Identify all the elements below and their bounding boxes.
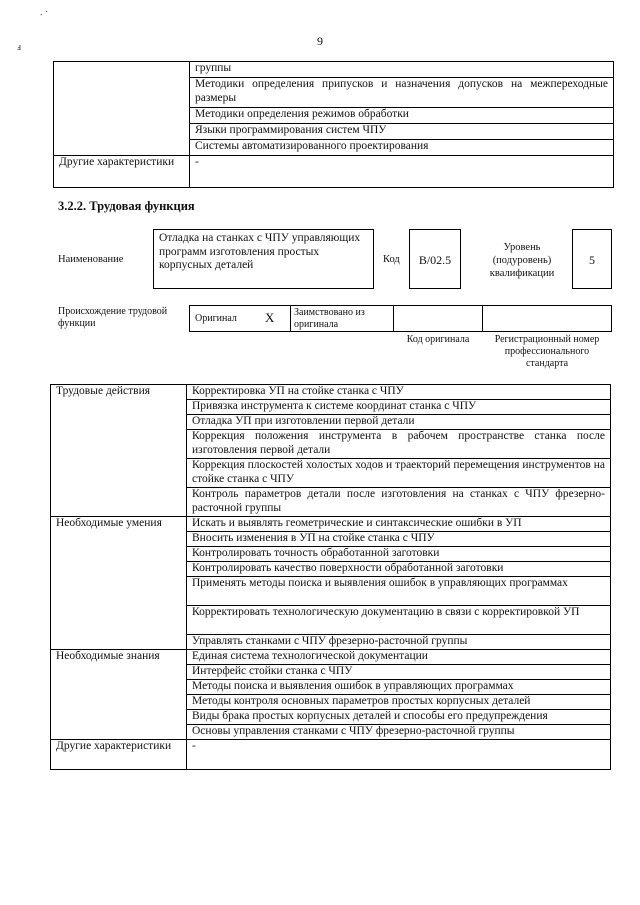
reg-number-label: Регистрационный номер профессионального стандарта	[494, 334, 600, 369]
divider	[290, 305, 291, 332]
table-row: Отладка УП при изготовлении первой детали	[187, 415, 611, 430]
top-table	[53, 61, 614, 188]
main-table	[50, 384, 611, 770]
knowledge-label: Необходимые знания	[51, 650, 187, 740]
page-number: 9	[317, 34, 323, 48]
other-characteristics-value: -	[190, 156, 614, 188]
table-row: Контролировать точность обработанной заготовки	[187, 547, 611, 562]
table-row: Методики определения припусков и назначения допусков на межпереходные размеры	[190, 78, 614, 108]
table-row: Методики определения режимов обработки	[190, 108, 614, 124]
table-row: Методы контроля основных параметров простых корпусных деталей	[187, 695, 611, 710]
code-original-label: Код оригинала	[406, 334, 470, 345]
table-row: Привязка инструмента к системе координат станка с ЧПУ	[187, 400, 611, 415]
empty-label-cell	[54, 62, 190, 156]
table-row: Методы поиска и выявления ошибок в управляющих программах	[187, 680, 611, 695]
table-row: Коррекция положения инструмента в рабочем пространстве станка после изготовления первой детали	[187, 430, 611, 459]
level-label: Уровень (подуровень) квалификации	[489, 242, 555, 279]
section-title: 3.2.2. Трудовая функция	[58, 199, 195, 213]
table-row: Системы автоматизированного проектирования	[190, 140, 614, 156]
table-row: Интерфейс стойки станка с ЧПУ	[187, 665, 611, 680]
scan-mark: ⅎ	[17, 42, 22, 53]
table-row: Вносить изменения в УП на стойке станка с ЧПУ	[187, 532, 611, 547]
table-row: Коррекция плоскостей холостых ходов и траекторий перемещения инструментов на стойке станка с ЧПУ	[187, 459, 611, 488]
table-row: Применять методы поиска и выявления ошибок в управляющих программах	[187, 577, 611, 606]
table-row: Единая система технологической документации	[187, 650, 611, 665]
table-row: Корректировать технологическую документацию в связи с корректировкой УП	[187, 606, 611, 635]
table-row: Основы управления станками с ЧПУ фрезерно-расточной группы	[187, 725, 611, 740]
code-label: Код	[383, 254, 400, 265]
table-row: группы	[190, 62, 614, 78]
table-row: Языки программирования систем ЧПУ	[190, 124, 614, 140]
level-value: 5	[572, 229, 612, 289]
origin-label: Происхождение трудовой функции	[58, 306, 168, 329]
other-characteristics-label: Другие характеристики	[54, 156, 190, 188]
borrowed-label: Заимствовано из оригинала	[294, 307, 365, 330]
origin-row	[189, 305, 612, 332]
table-row: Управлять станками с ЧПУ фрезерно-расточной группы	[187, 635, 611, 650]
labor-actions-label: Трудовые действия	[51, 385, 187, 517]
original-mark: X	[265, 310, 275, 325]
other-characteristics-value: -	[187, 740, 611, 770]
name-label: Наименование	[58, 254, 124, 265]
other-characteristics-label: Другие характеристики	[51, 740, 187, 770]
skills-label: Необходимые умения	[51, 517, 187, 650]
table-row: Виды брака простых корпусных деталей и способы его предупреждения	[187, 710, 611, 725]
scan-mark: ∙ ˙	[40, 10, 49, 21]
table-row: Контроль параметров детали после изготовления на станках с ЧПУ фрезерно-расточной группы	[187, 488, 611, 517]
function-name-value: Отладка на станках с ЧПУ управляющих программ изготовления простых корпусных деталей	[153, 229, 374, 289]
table-row: Искать и выявлять геометрические и синтаксические ошибки в УП	[187, 517, 611, 532]
table-row: Контролировать качество поверхности обработанной заготовки	[187, 562, 611, 577]
function-code-value: B/02.5	[409, 229, 461, 289]
divider	[393, 305, 394, 332]
divider	[482, 305, 483, 332]
original-label: Оригинал	[195, 313, 237, 324]
table-row: Корректировка УП на стойке станка с ЧПУ	[187, 385, 611, 400]
